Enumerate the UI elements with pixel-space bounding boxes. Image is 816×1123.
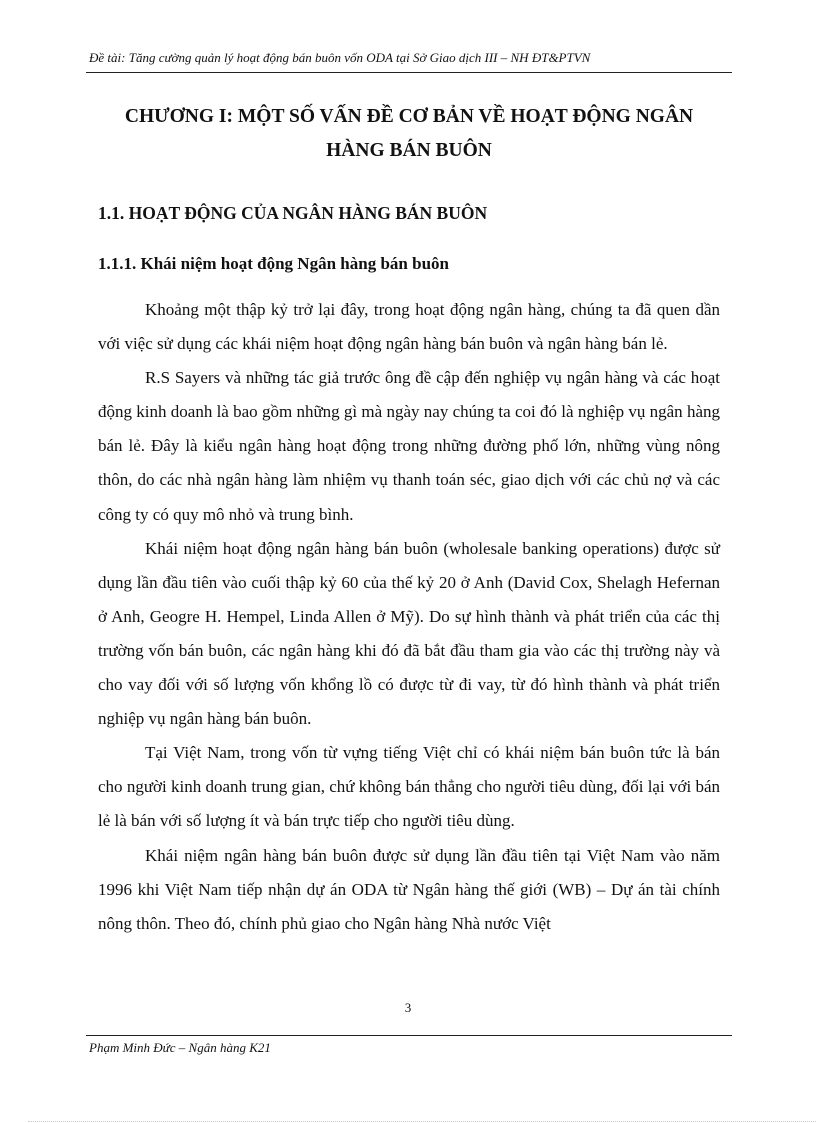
paragraph: Khái niệm ngân hàng bán buôn được sử dụng lần đầu tiên tại Việt Nam vào năm 1996 khi Việt Nam tiếp nhận dự án ODA từ Ngân hàng thế giới (WB) – Dự án tài chính nông thôn. Theo đó, chính phủ giao cho Ngân hàng Nhà nước Việt — [98, 845, 720, 933]
running-header: Đề tài: Tăng cường quản lý hoạt động bán buôn vốn ODA tại Sở Giao dịch III – NH ĐT&PTVN — [89, 50, 591, 65]
paragraph: R.S Sayers và những tác giả trước ông đề cập đến nghiệp vụ ngân hàng và các hoạt động kinh doanh là bao gồm những gì mà ngày nay chúng ta coi đó là nghiệp vụ ngân hàng bán lẻ. Đây là kiểu ngân hàng hoạt động trong những đường phố lớn, những vùng nông thôn, do các nhà ngân hàng làm nhiệm vụ thanh toán séc, giao dịch với các chủ nợ và các công ty có quy mô nhỏ và trung bình. — [98, 368, 720, 524]
section-heading: 1.1. HOẠT ĐỘNG CỦA NGÂN HÀNG BÁN BUÔN — [98, 203, 488, 223]
subsection-heading: 1.1.1. Khái niệm hoạt động Ngân hàng bán buôn — [98, 254, 449, 273]
running-footer: Phạm Minh Đức – Ngân hàng K21 — [89, 1040, 271, 1055]
paragraph: Khoảng một thập kỷ trở lại đây, trong hoạt động ngân hàng, chúng ta đã quen dần với việc sử dụng các khái niệm hoạt động ngân hàng bán buôn và ngân hàng bán lẻ. — [98, 300, 720, 354]
body-text — [98, 293, 720, 941]
page-edge-divider — [28, 1121, 816, 1122]
chapter-title-line-1: CHƯƠNG I: MỘT SỐ VẤN ĐỀ CƠ BẢN VỀ HOẠT ĐỘNG NGÂN — [124, 106, 694, 127]
chapter-title-line-2: HÀNG BÁN BUÔN — [326, 140, 492, 161]
chapter-title — [86, 100, 732, 168]
paragraph: Khái niệm hoạt động ngân hàng bán buôn (wholesale banking operations) được sử dụng lần đầu tiên vào cuối thập kỷ 60 của thế kỷ 20 ở Anh (David Cox, Shelagh Hefernan ở Anh, Geogre H. Hempel, Linda Allen ở Mỹ). Do sự hình thành và phát triển của các thị trường vốn bán buôn, các ngân hàng khi đó đã bắt đầu tham gia vào các thị trường này và cho vay đối với số lượng vốn khổng lồ có được từ đi vay, từ đó hình thành và phát triển nghiệp vụ ngân hàng bán buôn. — [98, 538, 720, 729]
header-divider — [86, 72, 732, 73]
paragraph: Tại Việt Nam, trong vốn từ vựng tiếng Việt chỉ có khái niệm bán buôn tức là bán cho người kinh doanh trung gian, chứ không bán thẳng cho người tiêu dùng, đối lại với bán lẻ là bán với số lượng ít và bán trực tiếp cho người tiêu dùng. — [98, 743, 720, 831]
footer-divider — [86, 1035, 732, 1036]
page-number: 3 — [404, 1000, 412, 1015]
